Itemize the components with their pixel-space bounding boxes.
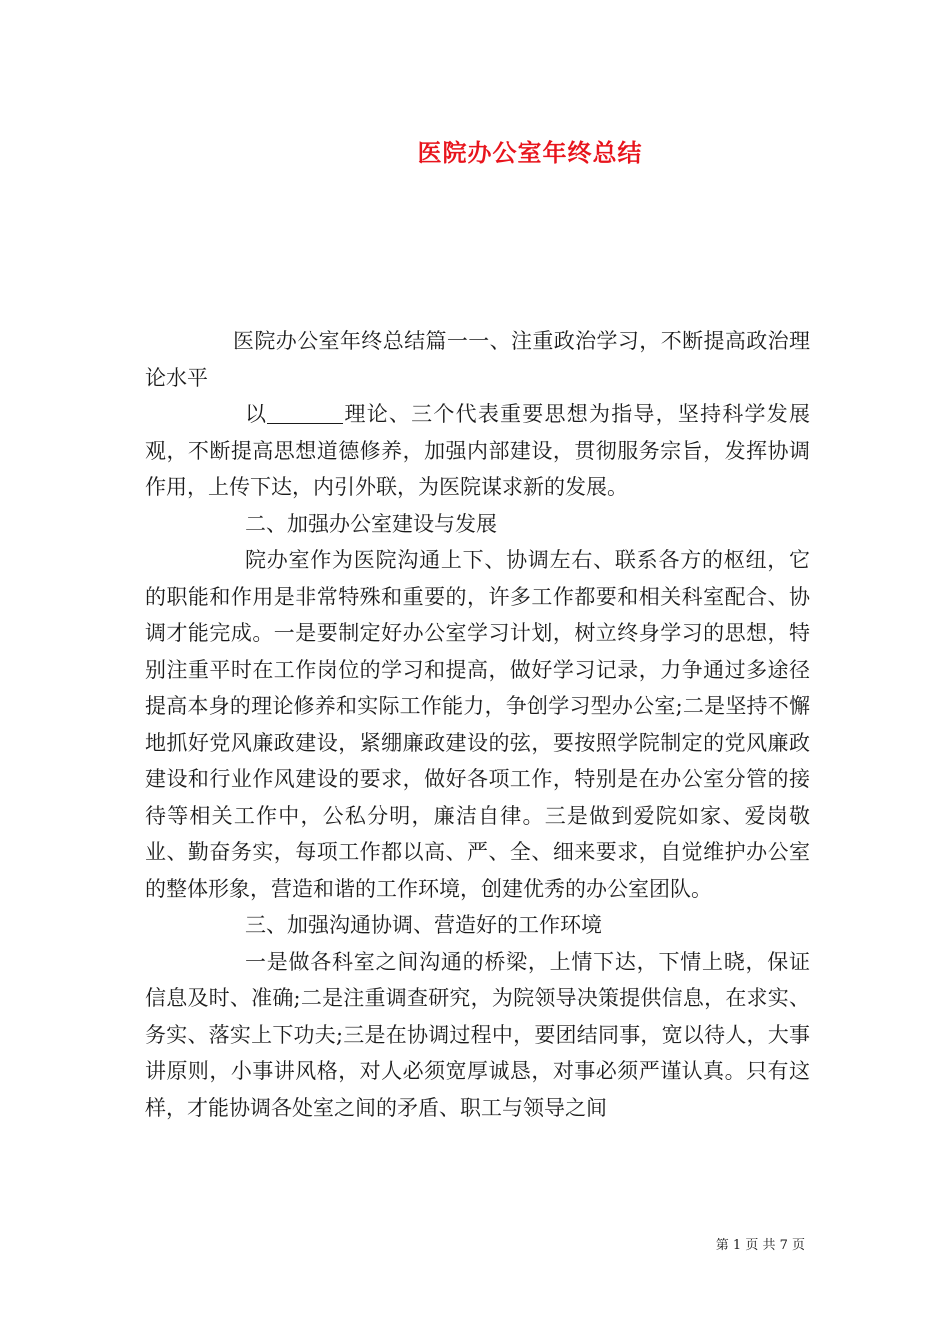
fill-in-blank xyxy=(267,401,343,424)
document-title: 医院办公室年终总结 xyxy=(417,138,643,167)
paragraph-theory-text: 理论、三个代表重要思想为指导，坚持科学发展观，不断提高思想道德修养，加强内部建设，贯彻服务宗旨，发挥协调作用，上传下达，内引外联，为医院谋求新的发展。 xyxy=(145,402,811,499)
page-number-footer: 第 1 页 共 7 页 xyxy=(715,1238,805,1253)
paragraph-theory xyxy=(145,396,810,506)
paragraph-intro: 医院办公室年终总结篇一一、注重政治学习，不断提高政治理论水平 xyxy=(145,329,810,390)
document-body xyxy=(145,323,810,1126)
paragraph-communication: 一是做各科室之间沟通的桥梁，上情下达，下情上晓，保证信息及时、准确;二是注重调查研究，为院领导决策提供信息，在求实、务实、落实上下功夫;三是在协调过程中，要团结同事，宽以待人，大事讲原则，小事讲风格，对人必须宽厚诚恳，对事必须严谨认真。只有这样，才能协调各处室之间的矛盾、职工与领导之间 xyxy=(145,949,810,1120)
section-heading-2: 二、加强办公室建设与发展 xyxy=(245,511,497,536)
paragraph-office-building: 院办室作为医院沟通上下、协调左右、联系各方的枢纽，它的职能和作用是非常特殊和重要的，许多工作都要和相关科室配合、协调才能完成。一是要制定好办公室学习计划，树立终身学习的思想，特别注重平时在工作岗位的学习和提高，做好学习记录，力争通过多途径提高本身的理论修养和实际工作能力，争创学习型办公室;二是坚持不懈地抓好党风廉政建设，紧绷廉政建设的弦，要按照学院制定的党风廉政建设和行业作风建设的要求，做好各项工作，特别是在办公室分管的接待等相关工作中，公私分明，廉洁自律。三是做到爱院如家、爱岗敬业、勤奋务实，每项工作都以高、严、全、细来要求，自觉维护办公室的整体形象，营造和谐的工作环境，创建优秀的办公室团队。 xyxy=(145,548,810,901)
paragraph-theory-prefix: 以 xyxy=(245,402,268,426)
section-heading-3: 三、加强沟通协调、营造好的工作环境 xyxy=(245,913,602,937)
